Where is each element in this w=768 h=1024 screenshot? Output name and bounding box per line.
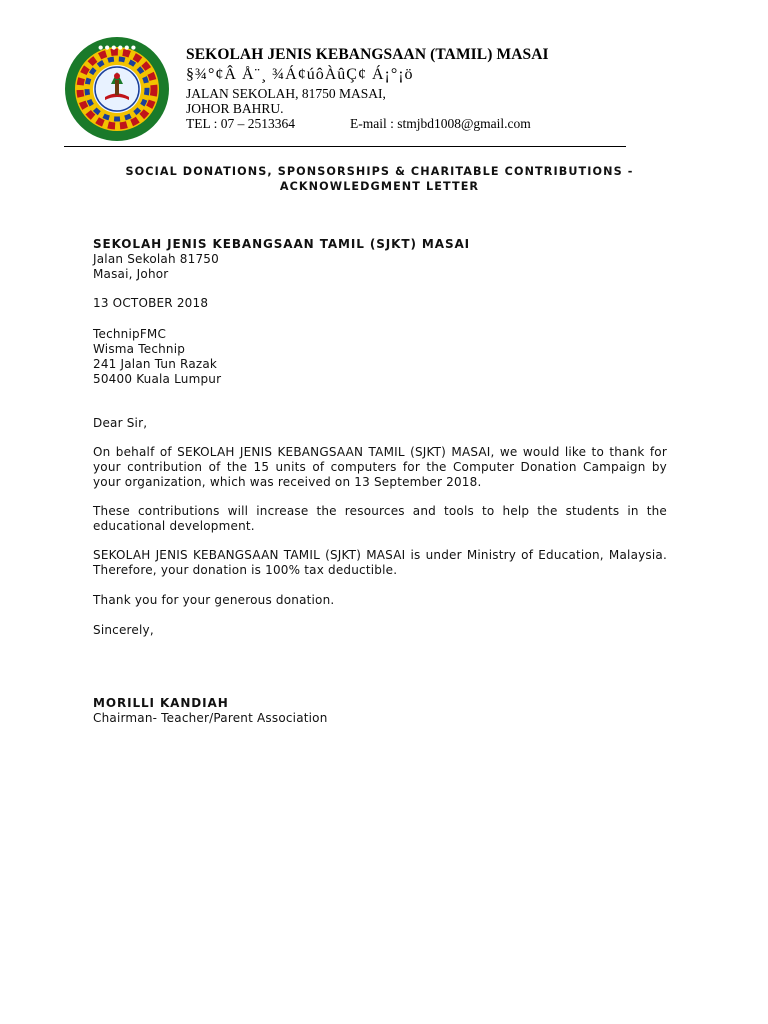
sender-name: SEKOLAH JENIS KEBANGSAAN TAMIL (SJKT) MASAI [93, 237, 471, 251]
address-line-2: JOHOR BAHRU. [186, 101, 284, 116]
telephone: TEL : 07 – 2513364 [186, 116, 295, 131]
svg-text:● ● ● ● ● ●: ● ● ● ● ● ● [98, 45, 136, 51]
address-line-1: JALAN SEKOLAH, 81750 MASAI, [186, 86, 386, 101]
recipient-line-1: TechnipFMC [93, 327, 167, 341]
paragraph-4: Thank you for your generous donation. [93, 593, 335, 607]
paragraph-3: SEKOLAH JENIS KEBANGSAAN TAMIL (SJKT) MASAI is under Ministry of Education, Malaysia. Therefore, your donation is 100% tax deductible. [93, 548, 667, 577]
sender-block [93, 237, 667, 282]
header-divider [64, 146, 626, 147]
school-name: SEKOLAH JENIS KEBANGSAAN (TAMIL) MASAI [186, 46, 549, 63]
letterhead [64, 36, 630, 148]
letterhead-text [186, 46, 549, 132]
recipient-line-3: 241 Jalan Tun Razak [93, 357, 218, 371]
signatory-name: MORILLI KANDIAH [93, 696, 229, 710]
recipient-line-4: 50400 Kuala Lumpur [93, 372, 222, 386]
school-crest-icon [64, 36, 170, 142]
paragraph-2: These contributions will increase the resources and tools to help the students in the educational development. [93, 504, 667, 533]
recipient-line-2: Wisma Technip [93, 342, 186, 356]
paragraph-1: On behalf of SEKOLAH JENIS KEBANGSAAN TAMIL (SJKT) MASAI, we would like to thank for your contribution of the 15 units of computers for the Computer Donation Campaign by your organization, which was received on 13 September 2018. [93, 445, 667, 489]
signature-block [93, 696, 667, 726]
letter-date: 13 OCTOBER 2018 [93, 296, 209, 310]
email: E-mail : stmjbd1008@gmail.com [350, 116, 531, 131]
letter-title [92, 164, 667, 194]
letter-title-line-1: SOCIAL DONATIONS, SPONSORSHIPS & CHARITABLE CONTRIBUTIONS - [125, 165, 634, 178]
signatory-title: Chairman- Teacher/Parent Association [93, 711, 328, 725]
salutation: Dear Sir, [93, 416, 148, 430]
school-name-tamil: §¾°¢Â Å¨¸ ¾Á¢úôÀûÇ¢ Á¡°¡ö [186, 66, 414, 83]
recipient-block [93, 327, 667, 387]
sender-address-line-2: Masai, Johor [93, 267, 169, 281]
contact-line [186, 116, 549, 132]
sender-address-line-1: Jalan Sekolah 81750 [93, 252, 219, 266]
closing: Sincerely, [93, 623, 154, 637]
letter-title-line-2: ACKNOWLEDGMENT LETTER [279, 180, 480, 193]
